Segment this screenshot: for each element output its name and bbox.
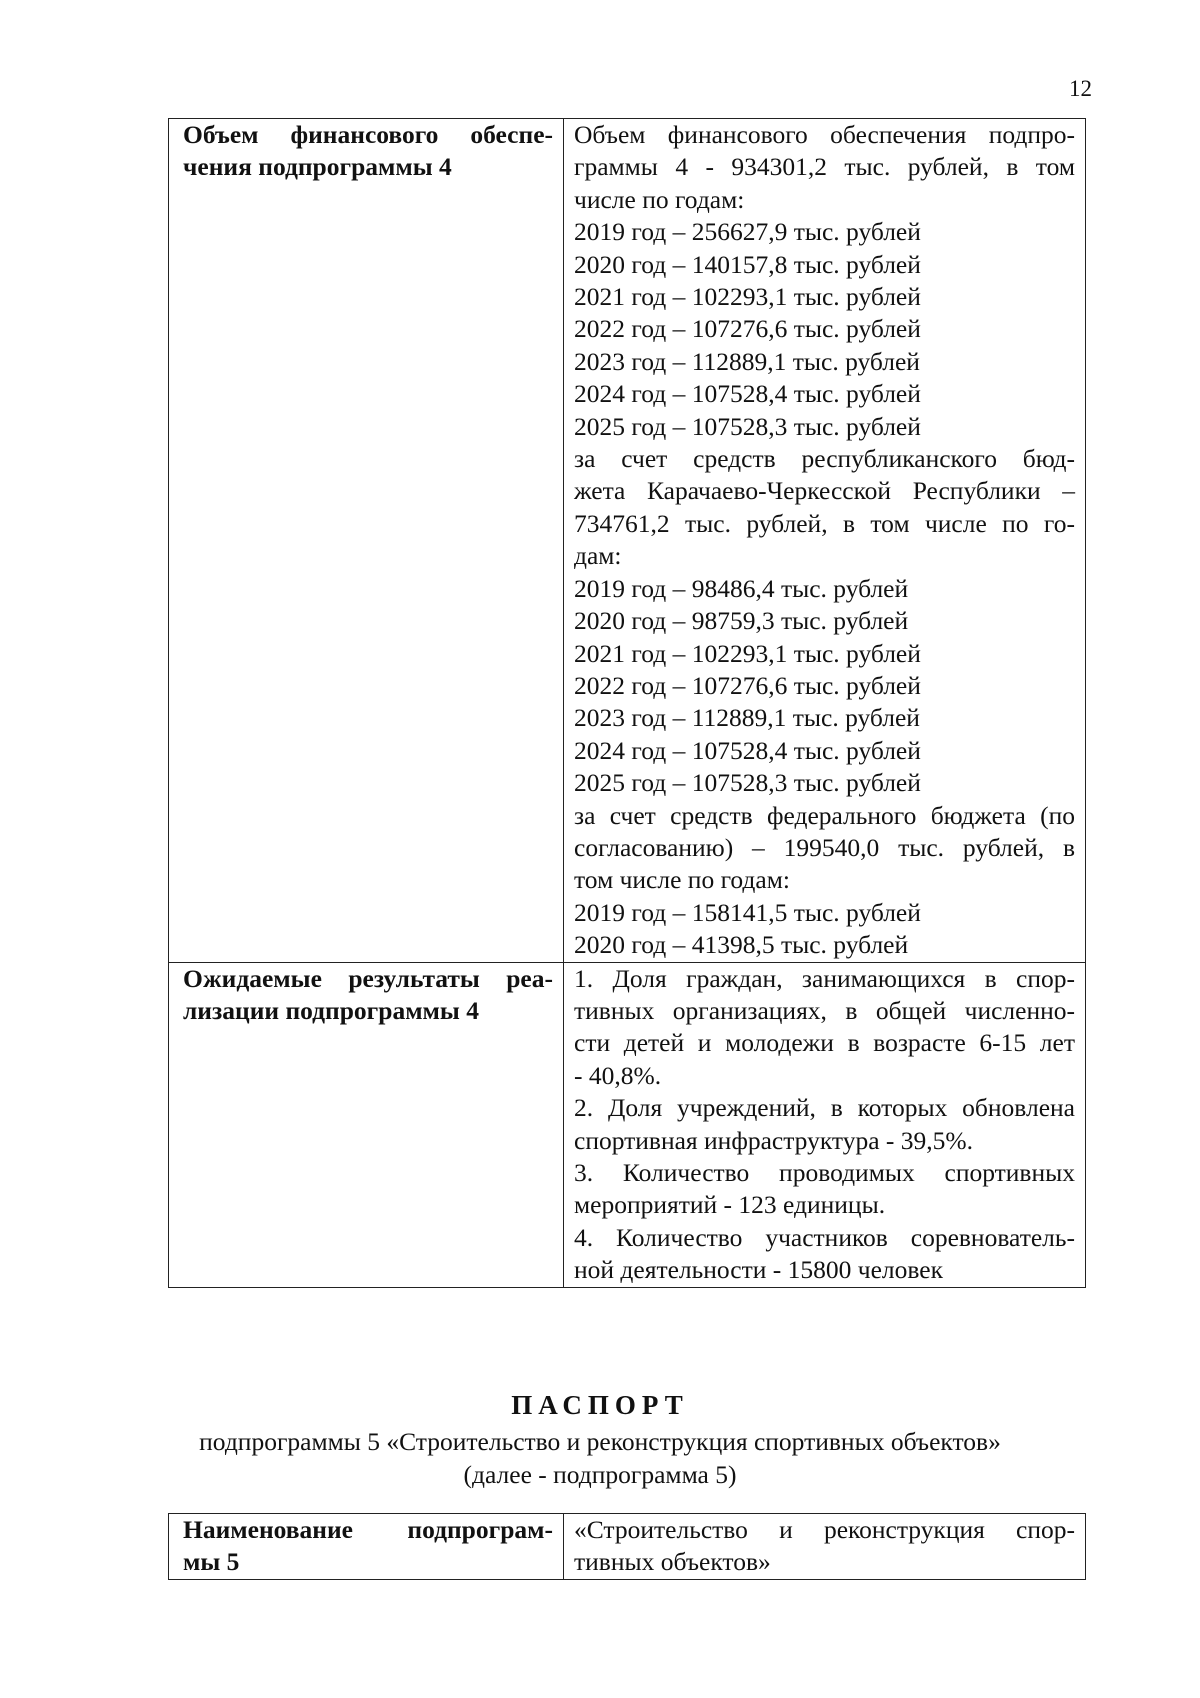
- name-value-cell: [564, 1514, 1086, 1580]
- value-line: 2020 год – 98759,3 тыс. рублей: [574, 606, 909, 636]
- value-line: жета Карачаево-Черкесской Республики –: [574, 476, 1075, 506]
- financing-value-cell: [564, 119, 1086, 963]
- label-line: Объем финансового обеспе-: [183, 120, 553, 149]
- passport-title: ПАСПОРТ: [511, 1390, 689, 1420]
- subprogram-4-passport-table: [168, 118, 1086, 1288]
- value-line: ной деятельности - 15800 человек: [574, 1255, 943, 1285]
- value-line: 2025 год – 107528,3 тыс. рублей: [574, 411, 921, 441]
- value-line: сти детей и молодежи в возрасте 6-15 лет: [574, 1028, 1075, 1058]
- value-line: спортивная инфраструктура - 39,5%.: [574, 1125, 974, 1155]
- value-line: 2019 год – 256627,9 тыс. рублей: [574, 217, 921, 247]
- page-number: 12: [1069, 76, 1092, 101]
- value-line: 3. Количество проводимых спортивных: [574, 1158, 1075, 1187]
- value-line: за счет средств федерального бюджета (по: [574, 800, 1075, 830]
- value-line: согласованию) – 199540,0 тыс. рублей, в: [574, 832, 1075, 862]
- passport-subtitle-line: (далее - подпрограмма 5): [463, 1460, 737, 1489]
- label-line: мы 5: [183, 1547, 240, 1577]
- value-line: 2019 год – 158141,5 тыс. рублей: [574, 897, 921, 927]
- table-row: [169, 119, 1086, 963]
- label-line: чения подпрограммы 4: [183, 152, 452, 182]
- passport-subtitle: [0, 1425, 1200, 1491]
- label-line: Ожидаемые результаты реа-: [183, 963, 553, 993]
- value-line: 2022 год – 107276,6 тыс. рублей: [574, 670, 921, 700]
- value-line: граммы 4 - 934301,2 тыс. рублей, в том: [574, 152, 1075, 182]
- label-line: Наименование подпрограм-: [183, 1515, 553, 1544]
- table-row: [169, 1514, 1086, 1580]
- value-line: 2020 год – 140157,8 тыс. рублей: [574, 249, 921, 279]
- value-line: - 40,8%.: [574, 1060, 662, 1090]
- value-line: за счет средств республиканского бюд-: [574, 444, 1075, 474]
- subprogram-5-passport-table: [168, 1513, 1086, 1580]
- value-line: 2024 год – 107528,4 тыс. рублей: [574, 379, 921, 409]
- value-line: мероприятий - 123 единицы.: [574, 1190, 886, 1220]
- value-line: 2. Доля учреждений, в которых обновлена: [574, 1093, 1075, 1123]
- name-label-cell: [169, 1514, 564, 1580]
- value-line: 2019 год – 98486,4 тыс. рублей: [574, 573, 909, 603]
- table-row: [169, 962, 1086, 1287]
- passport-subtitle-line: подпрограммы 5 «Строительство и реконструкция спортивных объектов»: [199, 1427, 1001, 1456]
- results-label-cell: [169, 962, 564, 1287]
- value-line: 2021 год – 102293,1 тыс. рублей: [574, 638, 921, 668]
- value-line: числе по годам:: [574, 184, 745, 214]
- value-line: «Строительство и реконструкция спор-: [574, 1515, 1075, 1544]
- value-line: тивных организациях, в общей численно-: [574, 995, 1075, 1025]
- value-line: 4. Количество участников соревнователь-: [574, 1222, 1075, 1252]
- value-line: 734761,2 тыс. рублей, в том числе по го-: [574, 508, 1075, 538]
- value-line: 1. Доля граждан, занимающихся в спор-: [574, 963, 1075, 993]
- value-line: 2023 год – 112889,1 тыс. рублей: [574, 346, 920, 376]
- value-line: 2020 год – 41398,5 тыс. рублей: [574, 930, 909, 960]
- value-line: дам:: [574, 541, 622, 571]
- value-line: тивных объектов»: [574, 1547, 771, 1577]
- results-value-cell: [564, 962, 1086, 1287]
- value-line: 2021 год – 102293,1 тыс. рублей: [574, 282, 921, 312]
- value-line: 2025 год – 107528,3 тыс. рублей: [574, 768, 921, 798]
- label-line: лизации подпрограммы 4: [183, 995, 479, 1025]
- value-line: 2023 год – 112889,1 тыс. рублей: [574, 703, 920, 733]
- value-line: 2024 год – 107528,4 тыс. рублей: [574, 735, 921, 765]
- value-line: том числе по годам:: [574, 865, 790, 895]
- value-line: Объем финансового обеспечения подпро-: [574, 120, 1075, 149]
- value-line: 2022 год – 107276,6 тыс. рублей: [574, 314, 921, 344]
- financing-label-cell: [169, 119, 564, 963]
